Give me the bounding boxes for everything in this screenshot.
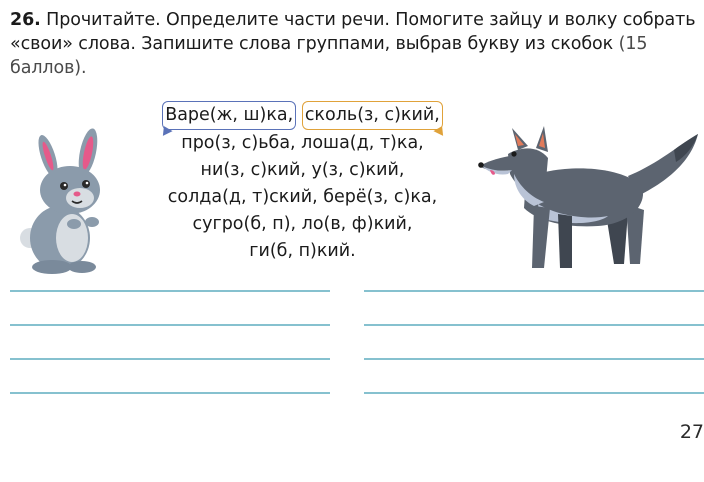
word-line-1: про(з, с)ьба, лоша(д, т)ка, xyxy=(181,133,424,153)
task-number: 26. xyxy=(10,10,41,30)
answer-line-right-1[interactable] xyxy=(364,290,704,292)
answer-line-left-1[interactable] xyxy=(10,290,330,292)
answer-line-left-4[interactable] xyxy=(10,392,330,394)
answer-line-right-3[interactable] xyxy=(364,358,704,360)
answer-line-left-3[interactable] xyxy=(10,358,330,360)
word-line-5: ги(б, п)кий. xyxy=(249,241,356,261)
word-line-0 xyxy=(150,101,455,130)
word-line-2: ни(з, с)кий, у(з, с)кий, xyxy=(200,160,405,180)
task-instructions: Прочитайте. Определите части речи. Помогите зайцу и волку собрать «свои» слова. Запишите слова группами, выбрав букву из скобок xyxy=(10,10,696,54)
word-line-4: сугро(б, п), ло(в, ф)кий, xyxy=(192,214,413,234)
word-line-3: солда(д, т)ский, берё(з, с)ка, xyxy=(167,187,438,207)
answer-line-right-2[interactable] xyxy=(364,324,704,326)
wolf-speech-bubble: сколь(з, с)кий, xyxy=(302,101,443,130)
task-points: (15 баллов). xyxy=(10,34,648,78)
word-list xyxy=(150,101,455,265)
answer-line-right-4[interactable] xyxy=(364,392,704,394)
hare-speech-bubble: Варе(ж, ш)ка, xyxy=(162,101,296,130)
answer-line-left-2[interactable] xyxy=(10,324,330,326)
page-number: 27 xyxy=(679,421,704,443)
hare-illustration xyxy=(14,128,114,274)
wolf-illustration xyxy=(478,124,700,274)
task-text xyxy=(10,8,700,80)
